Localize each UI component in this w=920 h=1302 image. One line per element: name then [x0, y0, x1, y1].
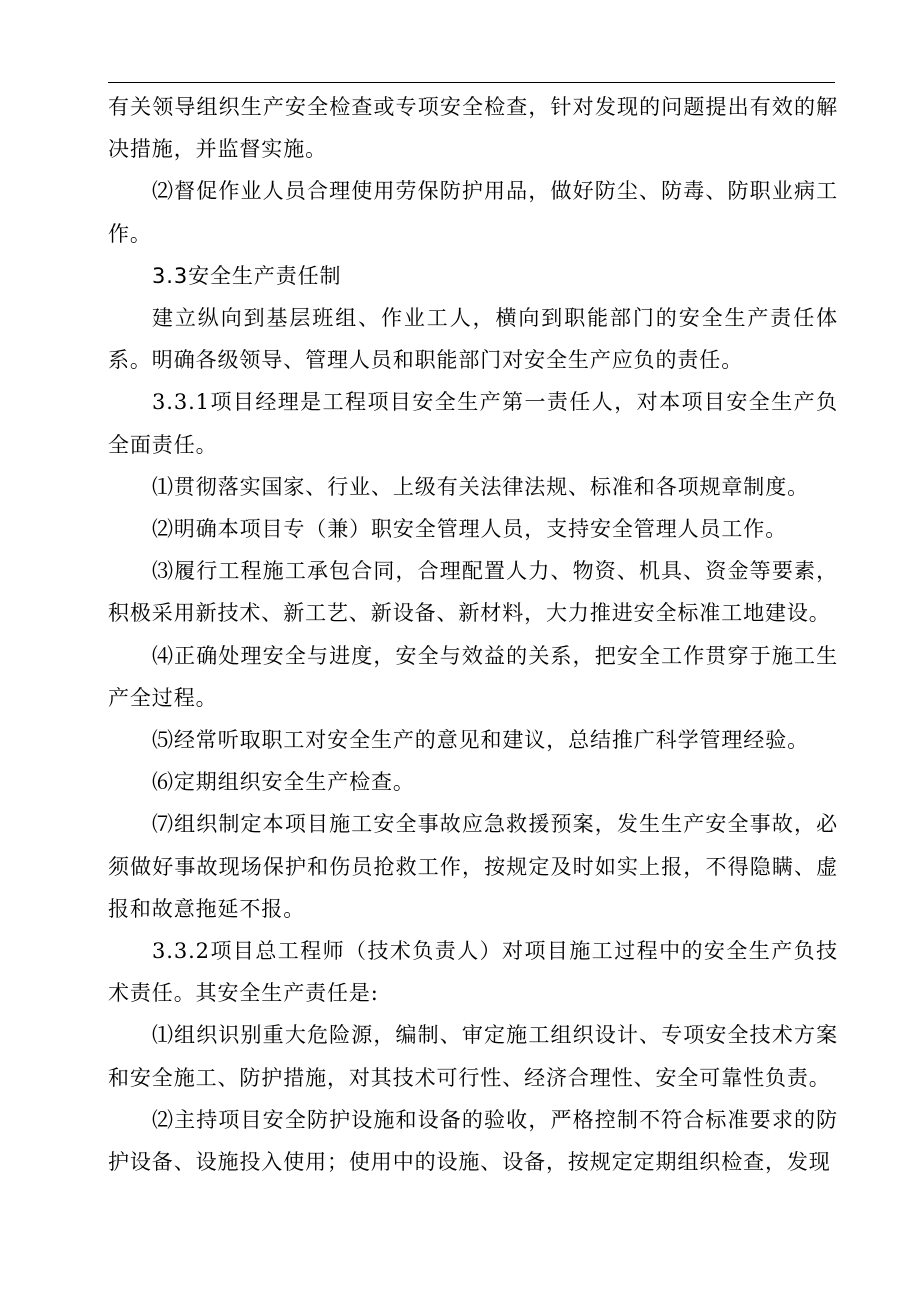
paragraph-item-4: ⑷正确处理安全与进度，安全与效益的关系，把安全工作贯穿于施工生产全过程。	[108, 643, 838, 710]
paragraph-item-7: ⑺组织制定本项目施工安全事故应急救援预案，发生生产安全事故，必须做好事故现场保护和伤员抢救工作，按规定及时如实上报，不得隐瞒、虚报和故意拖延不报。	[108, 812, 838, 921]
paragraph-item-2: ⑵明确本项目专（兼）职安全管理人员，支持安全管理人员工作。	[152, 517, 788, 542]
paragraph-item-2-ppe: ⑵督促作业人员合理使用劳保防护用品，做好防尘、防毒、防职业病工作。	[108, 179, 838, 246]
paragraph-responsibility-system: 建立纵向到基层班组、作业工人，横向到职能部门的安全生产责任体系。明确各级领导、管理人员和职能部门对安全生产应负的责任。	[108, 306, 838, 373]
paragraph-item-5: ⑸经常听取职工对安全生产的意见和建议，总结推广科学管理经验。	[152, 728, 809, 753]
section-heading-3-3: 3.3安全生产责任制	[152, 263, 342, 288]
paragraph-item-3: ⑶履行工程施工承包合同，合理配置人力、物资、机具、资金等要素，积极采用新技术、新工艺、新设备、新材料，大力推进安全标准工地建设。	[108, 559, 838, 626]
paragraph-continued: 有关领导组织生产安全检查或专项安全检查，针对发现的问题提出有效的解决措施，并监督实施。	[108, 95, 838, 162]
paragraph-item-6: ⑹定期组织安全生产检查。	[152, 770, 415, 795]
paragraph-3-3-2: 3.3.2项目总工程师（技术负责人）对项目施工过程中的安全生产负技术责任。其安全生产责任是:	[108, 939, 838, 1006]
paragraph-chief-engineer-item-2: ⑵主持项目安全防护设施和设备的验收，严格控制不符合标准要求的防护设备、设施投入使用；使用中的设施、设备，按规定定期组织检查，发现	[108, 1107, 838, 1175]
document-body	[108, 86, 838, 1183]
paragraph-3-3-1: 3.3.1项目经理是工程项目安全生产第一责任人，对本项目安全生产负全面责任。	[108, 390, 838, 457]
header-rule	[108, 82, 835, 83]
paragraph-item-1: ⑴贯彻落实国家、行业、上级有关法律法规、标准和各项规章制度。	[152, 474, 809, 499]
paragraph-chief-engineer-item-1: ⑴组织识别重大危险源，编制、审定施工组织设计、专项安全技术方案和安全施工、防护措施，对其技术可行性、经济合理性、安全可靠性负责。	[108, 1023, 838, 1090]
